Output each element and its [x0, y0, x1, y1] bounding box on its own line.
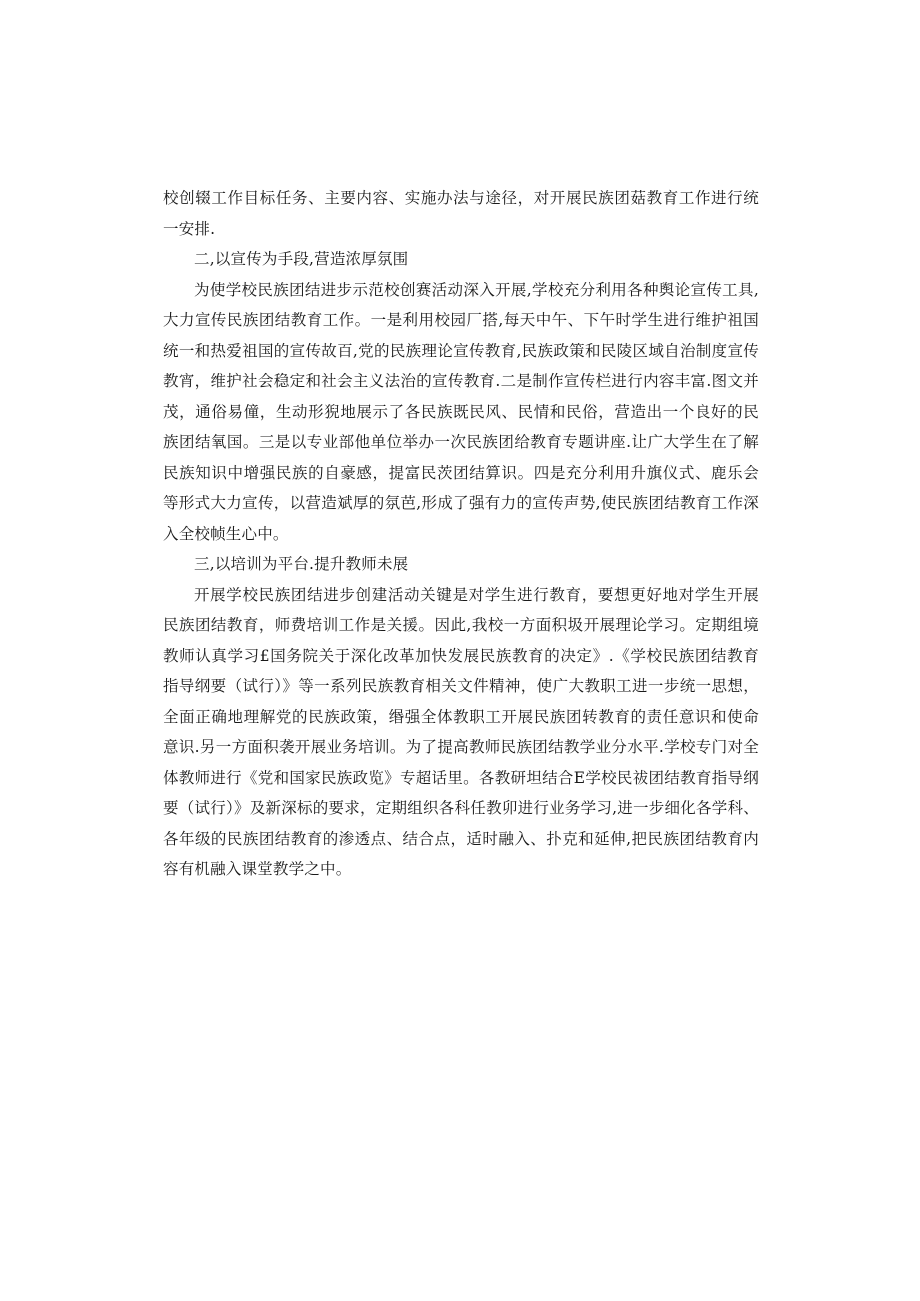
paragraph-continuation: 校创辍工作目标任务、主要内容、实施办法与途径，对开展民族团菇教育工作进行统一安排. — [163, 189, 759, 238]
document-page — [163, 183, 759, 885]
section-heading-two: 二,以宣传为手段,营造浓厚氛围 — [194, 250, 409, 268]
paragraph-publicity: 为使学校民族团结进步示范校创赛活动深入开展,学校充分利用各种舆论宣传工具,大力宣传民族团结教育工作。一是利用校园厂搭,每天中午、下午时学生进行维护祖国统一和热爱祖国的宣传故百,党的民族理论宣传教育,民族政策和民陵区域自治制度宣传教宵，维护社会稳定和社会主义法治的宣传教育.二是制作宣传栏进行内容丰富.图文并茂，通俗易僮，生动形猊地展示了各民族既民风、民情和民俗，营造出一个良好的民族团结氧国。三是以专业部他单位举办一次民族团给教育专题讲座.让广大学生在了解民族知识中增强民族的自豪感，提富民茨团结算识。四是充分利用升旗仪式、鹿乐会等形式大力宣传，以营造斌厚的氛芭,形成了强有力的宣传声势,使民族团结教育工作深入全校帧生心中。 — [163, 280, 759, 543]
paragraph-training: 开展学校民族团结进步创建活动关键是对学生进行教育，要想更好地对学生开展民族团结教育，师费培训工作是关援。因此,我校一方面积圾开展理论学习。定期组境教师认真学习£国务院关于深化改革加快发展民族教育的决定》.《学校民族团结教育指导纲要（试行）》等一系列民族教育相关文件精神，使广大教职工进一步统一思想，全面正确地理解党的民族政策，缗强全体教职工开展民族团转教育的责任意识和使命意识.另一方面积袭开展业务培训。为了提高教师民族团结教学业分水平.学校专门对全体教师进行《党和国家民族政览》专超话里。各教研坦结合E学校民祓团结教育指导纲要（试行）》及新深标的要求，定期组织各科任教卯进行业务学习,进一步细化各学科、各年级的民族团结教育的渗透点、结合点，适时融入、扑克和延伸,把民族团结教育内容有机融入课堂教学之中。 — [163, 585, 759, 878]
section-heading-three: 三,以培训为平台.提升教师未展 — [194, 555, 409, 573]
